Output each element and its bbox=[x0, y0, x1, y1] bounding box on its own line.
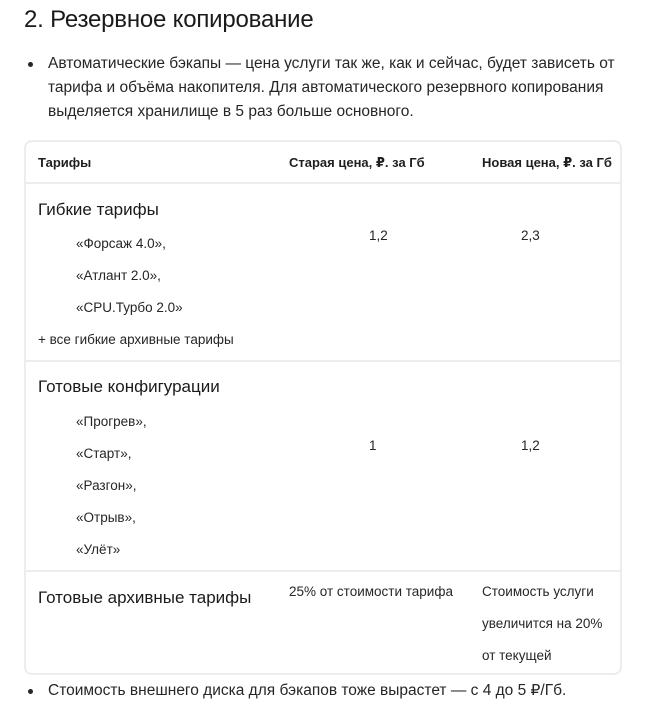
tariff-item: «Форсаж 4.0», bbox=[76, 236, 166, 251]
tariff-item: «CPU.Турбо 2.0» bbox=[76, 300, 183, 315]
old-price-ready: 1 bbox=[369, 438, 377, 453]
bullet-external-disk: Стоимость внешнего диска для бэкапов тоже вырастет — с 4 до 5 ₽/Гб. bbox=[48, 679, 633, 703]
row-divider bbox=[26, 570, 620, 572]
tariff-item: «Прогрев», bbox=[76, 414, 147, 429]
pricing-table bbox=[24, 140, 622, 675]
tariff-item: «Старт», bbox=[76, 446, 132, 461]
flexible-note: + все гибкие архивные тарифы bbox=[38, 332, 234, 347]
header-tariffs: Тарифы bbox=[38, 155, 92, 170]
tariff-item: «Разгон», bbox=[76, 478, 137, 493]
header-new-price: Новая цена, ₽. за Гб bbox=[482, 155, 612, 170]
old-price-archive: 25% от стоимости тарифа bbox=[289, 584, 453, 599]
tariff-item: «Атлант 2.0», bbox=[76, 268, 161, 283]
new-price-archive-line: увеличится на 20% bbox=[482, 616, 603, 631]
tariff-item: «Улёт» bbox=[76, 542, 121, 557]
bullet-auto-backups: Автоматические бэкапы — цена услуги так же, как и сейчас, будет зависеть от тарифа и объёма накопителя. Для автоматического резервного копирования выделяется хранилище в 5 раз больше основного. bbox=[48, 52, 633, 124]
group-ready-archive: Готовые архивные тарифы bbox=[38, 588, 252, 607]
group-flexible: Гибкие тарифы bbox=[38, 200, 159, 219]
new-price-ready: 1,2 bbox=[521, 438, 540, 453]
tariff-item: «Отрыв», bbox=[76, 510, 136, 525]
new-price-flexible: 2,3 bbox=[521, 228, 540, 243]
header-divider bbox=[26, 182, 620, 184]
group-ready-configs: Готовые конфигурации bbox=[38, 377, 220, 396]
new-price-archive-line: Стоимость услуги bbox=[482, 584, 594, 599]
row-divider bbox=[26, 360, 620, 362]
header-old-price: Старая цена, ₽. за Гб bbox=[289, 155, 425, 170]
new-price-archive-line: от текущей bbox=[482, 648, 552, 663]
old-price-flexible: 1,2 bbox=[369, 228, 388, 243]
section-title: 2. Резервное копирование bbox=[24, 6, 314, 33]
